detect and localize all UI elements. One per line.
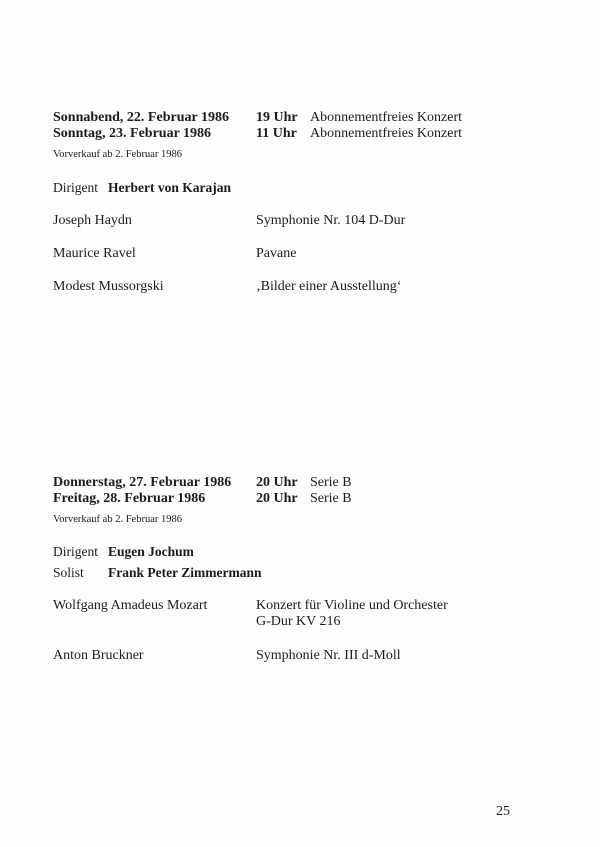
- concert2-date-1: Donnerstag, 27. Februar 1986: [53, 475, 232, 490]
- concert2-series-2: Serie B: [310, 491, 352, 506]
- concert2-presale: Vorverkauf ab 2. Februar 1986: [53, 514, 182, 525]
- concert2-composer-1: Wolfgang Amadeus Mozart: [53, 598, 208, 613]
- concert2-work-2: Symphonie Nr. III d-Moll: [256, 648, 401, 663]
- concert1-presale: Vorverkauf ab 2. Februar 1986: [53, 149, 182, 160]
- concert2-conductor-label: Dirigent: [53, 544, 98, 559]
- concert1-work-2: Pavane: [256, 246, 297, 261]
- concert2-soloist: Frank Peter Zimmermann: [108, 565, 262, 580]
- concert1-time-1: 19 Uhr: [256, 110, 298, 125]
- concert1-conductor-label: Dirigent: [53, 180, 98, 195]
- concert1-date-2: Sonntag, 23. Februar 1986: [53, 126, 212, 141]
- concert2-time-2: 20 Uhr: [256, 491, 298, 506]
- concert1-work-3: ‚Bilder einer Ausstellung‘: [256, 279, 402, 294]
- concert2-work-1-line-2: G-Dur KV 216: [256, 614, 341, 629]
- concert1-date-1: Sonnabend, 22. Februar 1986: [53, 110, 229, 125]
- page-number: 25: [496, 804, 510, 819]
- concert2-series-1: Serie B: [310, 475, 352, 490]
- concert2-conductor: Eugen Jochum: [108, 544, 194, 559]
- concert2-composer-2: Anton Bruckner: [53, 648, 144, 663]
- concert1-conductor: Herbert von Karajan: [108, 180, 231, 195]
- concert1-composer-2: Maurice Ravel: [53, 246, 136, 261]
- concert1-time-2: 11 Uhr: [256, 126, 297, 141]
- concert1-series-2: Abonnementfreies Konzert: [310, 126, 462, 141]
- concert2-time-1: 20 Uhr: [256, 475, 298, 490]
- concert1-work-1: Symphonie Nr. 104 D-Dur: [256, 213, 406, 228]
- concert1-composer-1: Joseph Haydn: [53, 213, 132, 228]
- concert1-series-1: Abonnementfreies Konzert: [310, 110, 462, 125]
- concert1-composer-3: Modest Mussorgski: [53, 279, 164, 294]
- concert2-date-2: Freitag, 28. Februar 1986: [53, 491, 206, 506]
- concert2-soloist-label: Solist: [53, 565, 84, 580]
- concert2-work-1-line-1: Konzert für Violine und Orchester: [256, 598, 448, 613]
